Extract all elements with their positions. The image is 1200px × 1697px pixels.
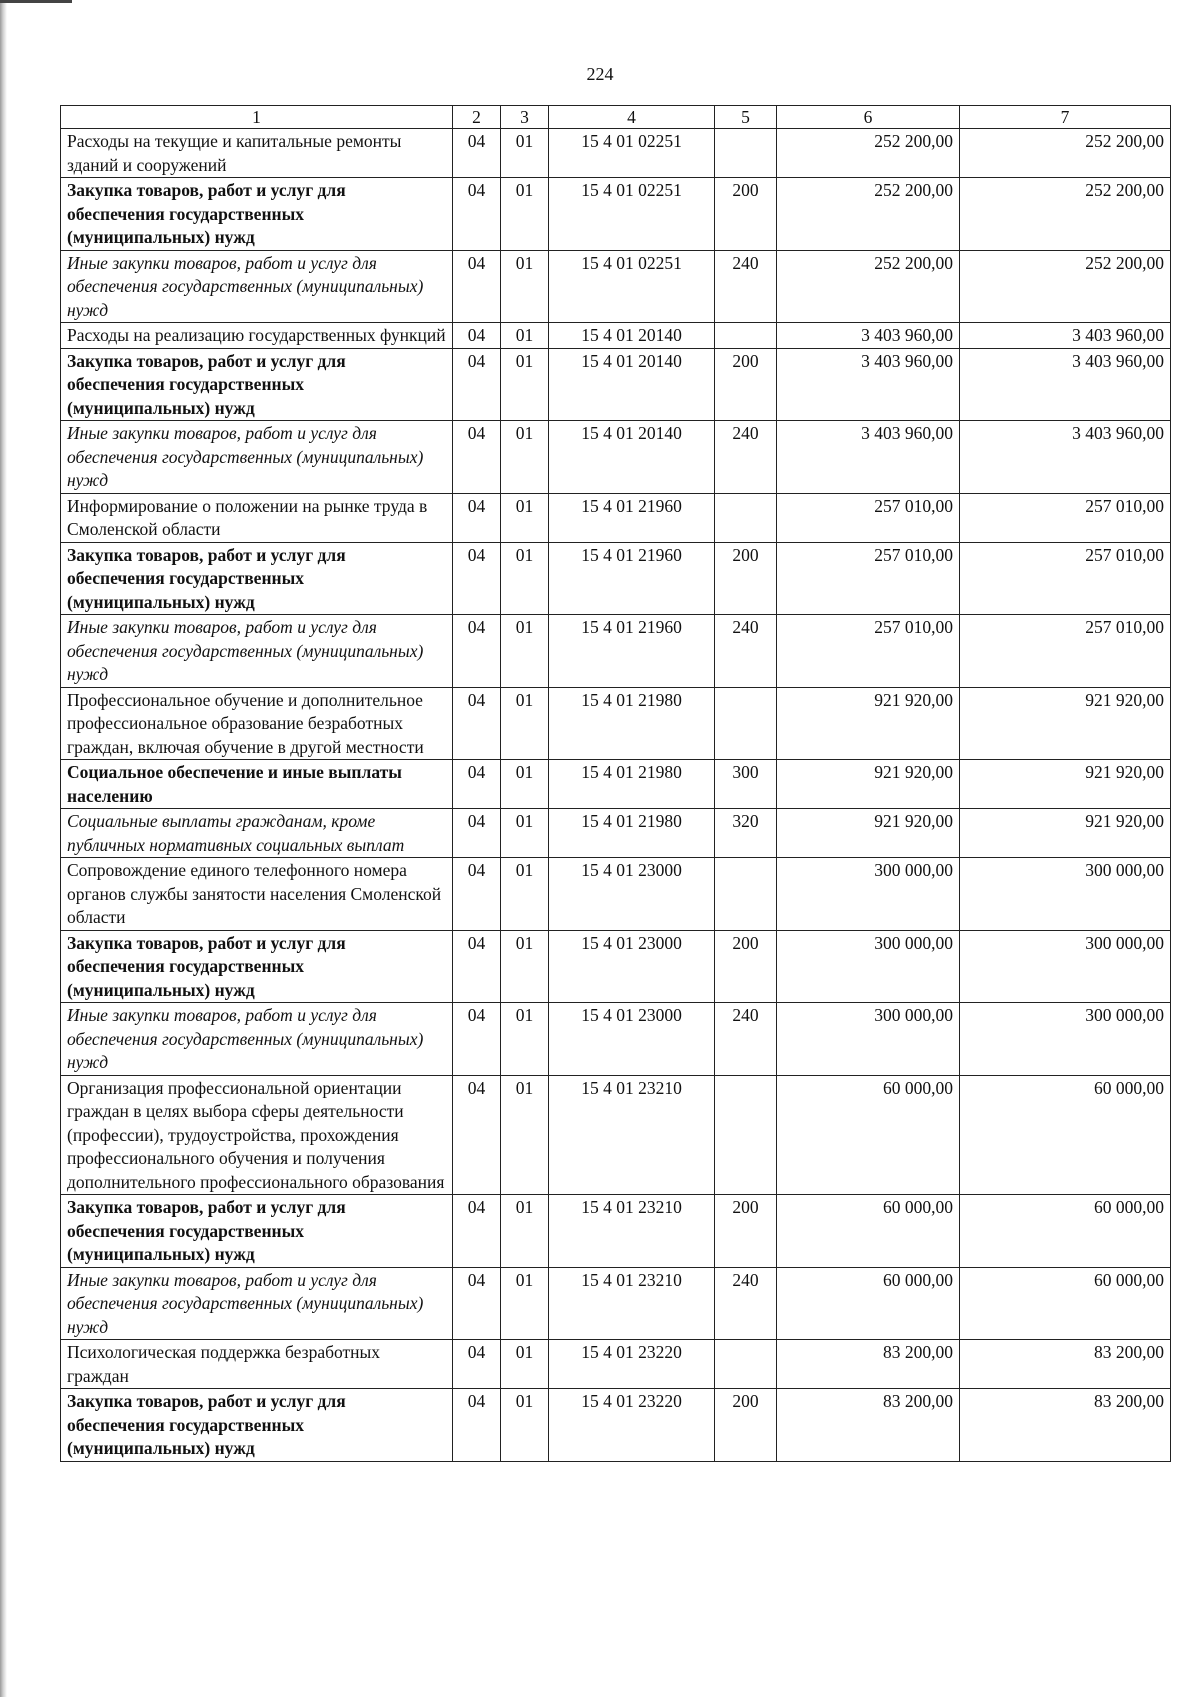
amount-cell-col7: 3 403 960,00 bbox=[960, 348, 1171, 421]
expense-type-cell: 240 bbox=[715, 250, 777, 323]
subsection-cell: 01 bbox=[501, 323, 549, 349]
subsection-cell: 01 bbox=[501, 1075, 549, 1195]
table-row bbox=[61, 129, 1171, 178]
target-article-cell: 15 4 01 21980 bbox=[549, 760, 715, 809]
expense-type-cell: 240 bbox=[715, 421, 777, 494]
subsection-cell: 01 bbox=[501, 421, 549, 494]
section-cell: 04 bbox=[453, 930, 501, 1003]
expense-type-cell: 240 bbox=[715, 1003, 777, 1076]
amount-cell-col7: 83 200,00 bbox=[960, 1389, 1171, 1462]
amount-cell-col6: 300 000,00 bbox=[777, 1003, 960, 1076]
row-name-cell: Иные закупки товаров, работ и услуг для обеспечения государственных (муниципальных) нужд bbox=[61, 615, 453, 688]
section-cell: 04 bbox=[453, 760, 501, 809]
amount-cell-col6: 921 920,00 bbox=[777, 760, 960, 809]
row-name-cell: Информирование о положении на рынке труда в Смоленской области bbox=[61, 493, 453, 542]
subsection-cell: 01 bbox=[501, 1003, 549, 1076]
expense-type-cell: 200 bbox=[715, 1389, 777, 1462]
amount-cell-col7: 60 000,00 bbox=[960, 1075, 1171, 1195]
amount-cell-col7: 60 000,00 bbox=[960, 1267, 1171, 1340]
table-row bbox=[61, 542, 1171, 615]
row-name-cell: Иные закупки товаров, работ и услуг для обеспечения государственных (муниципальных) нужд bbox=[61, 250, 453, 323]
section-cell: 04 bbox=[453, 1340, 501, 1389]
expense-type-cell bbox=[715, 1340, 777, 1389]
row-name-cell: Иные закупки товаров, работ и услуг для обеспечения государственных (муниципальных) нужд bbox=[61, 1003, 453, 1076]
row-name-cell: Психологическая поддержка безработных граждан bbox=[61, 1340, 453, 1389]
row-name-cell: Организация профессиональной ориентации граждан в целях выбора сферы деятельности (профессии), трудоустройства, прохождения профессионального обучения и получения дополнительного профессионального образования bbox=[61, 1075, 453, 1195]
amount-cell-col7: 921 920,00 bbox=[960, 687, 1171, 760]
row-name-cell: Закупка товаров, работ и услуг для обеспечения государственных (муниципальных) нужд bbox=[61, 178, 453, 251]
amount-cell-col7: 257 010,00 bbox=[960, 615, 1171, 688]
amount-cell-col6: 257 010,00 bbox=[777, 615, 960, 688]
section-cell: 04 bbox=[453, 323, 501, 349]
table-row bbox=[61, 760, 1171, 809]
subsection-cell: 01 bbox=[501, 129, 549, 178]
amount-cell-col7: 300 000,00 bbox=[960, 1003, 1171, 1076]
section-cell: 04 bbox=[453, 493, 501, 542]
target-article-cell: 15 4 01 23210 bbox=[549, 1267, 715, 1340]
table-row bbox=[61, 1003, 1171, 1076]
amount-cell-col7: 3 403 960,00 bbox=[960, 421, 1171, 494]
budget-table bbox=[60, 105, 1171, 1462]
scan-top-mark bbox=[0, 0, 72, 3]
column-header: 3 bbox=[501, 106, 549, 129]
expense-type-cell: 240 bbox=[715, 615, 777, 688]
amount-cell-col6: 83 200,00 bbox=[777, 1389, 960, 1462]
row-name-cell: Профессиональное обучение и дополнительное профессиональное образование безработных граждан, включая обучение в другой местности bbox=[61, 687, 453, 760]
amount-cell-col7: 60 000,00 bbox=[960, 1195, 1171, 1268]
subsection-cell: 01 bbox=[501, 1340, 549, 1389]
subsection-cell: 01 bbox=[501, 542, 549, 615]
section-cell: 04 bbox=[453, 178, 501, 251]
amount-cell-col6: 60 000,00 bbox=[777, 1267, 960, 1340]
subsection-cell: 01 bbox=[501, 809, 549, 858]
target-article-cell: 15 4 01 23220 bbox=[549, 1389, 715, 1462]
table-row bbox=[61, 250, 1171, 323]
column-header: 2 bbox=[453, 106, 501, 129]
subsection-cell: 01 bbox=[501, 348, 549, 421]
target-article-cell: 15 4 01 02251 bbox=[549, 129, 715, 178]
subsection-cell: 01 bbox=[501, 858, 549, 931]
row-name-cell: Социальные выплаты гражданам, кроме публичных нормативных социальных выплат bbox=[61, 809, 453, 858]
subsection-cell: 01 bbox=[501, 687, 549, 760]
expense-type-cell: 200 bbox=[715, 178, 777, 251]
expense-type-cell: 200 bbox=[715, 348, 777, 421]
amount-cell-col6: 257 010,00 bbox=[777, 542, 960, 615]
section-cell: 04 bbox=[453, 129, 501, 178]
target-article-cell: 15 4 01 23000 bbox=[549, 858, 715, 931]
target-article-cell: 15 4 01 23210 bbox=[549, 1195, 715, 1268]
amount-cell-col7: 252 200,00 bbox=[960, 250, 1171, 323]
section-cell: 04 bbox=[453, 421, 501, 494]
row-name-cell: Закупка товаров, работ и услуг для обеспечения государственных (муниципальных) нужд bbox=[61, 1195, 453, 1268]
expense-type-cell bbox=[715, 129, 777, 178]
amount-cell-col7: 3 403 960,00 bbox=[960, 323, 1171, 349]
section-cell: 04 bbox=[453, 809, 501, 858]
section-cell: 04 bbox=[453, 615, 501, 688]
table-row bbox=[61, 858, 1171, 931]
table-row bbox=[61, 687, 1171, 760]
amount-cell-col6: 252 200,00 bbox=[777, 129, 960, 178]
target-article-cell: 15 4 01 02251 bbox=[549, 250, 715, 323]
table-row bbox=[61, 809, 1171, 858]
row-name-cell: Социальное обеспечение и иные выплаты населению bbox=[61, 760, 453, 809]
section-cell: 04 bbox=[453, 1267, 501, 1340]
table-row bbox=[61, 1389, 1171, 1462]
amount-cell-col6: 257 010,00 bbox=[777, 493, 960, 542]
section-cell: 04 bbox=[453, 250, 501, 323]
expense-type-cell: 320 bbox=[715, 809, 777, 858]
expense-type-cell: 200 bbox=[715, 1195, 777, 1268]
section-cell: 04 bbox=[453, 1195, 501, 1268]
table-row bbox=[61, 348, 1171, 421]
table-row bbox=[61, 1340, 1171, 1389]
subsection-cell: 01 bbox=[501, 250, 549, 323]
row-name-cell: Закупка товаров, работ и услуг для обеспечения государственных (муниципальных) нужд bbox=[61, 542, 453, 615]
row-name-cell: Расходы на реализацию государственных функций bbox=[61, 323, 453, 349]
target-article-cell: 15 4 01 20140 bbox=[549, 421, 715, 494]
table-row bbox=[61, 1075, 1171, 1195]
section-cell: 04 bbox=[453, 687, 501, 760]
subsection-cell: 01 bbox=[501, 760, 549, 809]
table-row bbox=[61, 323, 1171, 349]
row-name-cell: Расходы на текущие и капитальные ремонты зданий и сооружений bbox=[61, 129, 453, 178]
target-article-cell: 15 4 01 23210 bbox=[549, 1075, 715, 1195]
target-article-cell: 15 4 01 23000 bbox=[549, 1003, 715, 1076]
expense-type-cell bbox=[715, 323, 777, 349]
amount-cell-col6: 60 000,00 bbox=[777, 1075, 960, 1195]
table-row bbox=[61, 1267, 1171, 1340]
table-body bbox=[61, 129, 1171, 1462]
target-article-cell: 15 4 01 23000 bbox=[549, 930, 715, 1003]
expense-type-cell: 240 bbox=[715, 1267, 777, 1340]
page-number: 224 bbox=[586, 64, 614, 84]
amount-cell-col7: 257 010,00 bbox=[960, 493, 1171, 542]
amount-cell-col6: 3 403 960,00 bbox=[777, 421, 960, 494]
subsection-cell: 01 bbox=[501, 493, 549, 542]
column-header: 5 bbox=[715, 106, 777, 129]
subsection-cell: 01 bbox=[501, 1195, 549, 1268]
target-article-cell: 15 4 01 21960 bbox=[549, 542, 715, 615]
subsection-cell: 01 bbox=[501, 930, 549, 1003]
column-header: 1 bbox=[61, 106, 453, 129]
amount-cell-col7: 921 920,00 bbox=[960, 760, 1171, 809]
amount-cell-col7: 83 200,00 bbox=[960, 1340, 1171, 1389]
subsection-cell: 01 bbox=[501, 178, 549, 251]
row-name-cell: Иные закупки товаров, работ и услуг для обеспечения государственных (муниципальных) нужд bbox=[61, 1267, 453, 1340]
table-row bbox=[61, 1195, 1171, 1268]
section-cell: 04 bbox=[453, 1389, 501, 1462]
section-cell: 04 bbox=[453, 348, 501, 421]
target-article-cell: 15 4 01 20140 bbox=[549, 348, 715, 421]
expense-type-cell bbox=[715, 687, 777, 760]
amount-cell-col7: 921 920,00 bbox=[960, 809, 1171, 858]
amount-cell-col6: 921 920,00 bbox=[777, 809, 960, 858]
expense-type-cell: 200 bbox=[715, 930, 777, 1003]
amount-cell-col6: 3 403 960,00 bbox=[777, 323, 960, 349]
column-header: 6 bbox=[777, 106, 960, 129]
target-article-cell: 15 4 01 21980 bbox=[549, 809, 715, 858]
amount-cell-col7: 300 000,00 bbox=[960, 930, 1171, 1003]
row-name-cell: Сопровождение единого телефонного номера органов службы занятости населения Смоленской области bbox=[61, 858, 453, 931]
subsection-cell: 01 bbox=[501, 1389, 549, 1462]
table-row bbox=[61, 930, 1171, 1003]
amount-cell-col6: 300 000,00 bbox=[777, 858, 960, 931]
amount-cell-col6: 252 200,00 bbox=[777, 178, 960, 251]
expense-type-cell bbox=[715, 1075, 777, 1195]
row-name-cell: Иные закупки товаров, работ и услуг для обеспечения государственных (муниципальных) нужд bbox=[61, 421, 453, 494]
amount-cell-col6: 300 000,00 bbox=[777, 930, 960, 1003]
amount-cell-col7: 300 000,00 bbox=[960, 858, 1171, 931]
subsection-cell: 01 bbox=[501, 615, 549, 688]
expense-type-cell bbox=[715, 493, 777, 542]
amount-cell-col6: 83 200,00 bbox=[777, 1340, 960, 1389]
column-header: 7 bbox=[960, 106, 1171, 129]
amount-cell-col6: 252 200,00 bbox=[777, 250, 960, 323]
target-article-cell: 15 4 01 21960 bbox=[549, 493, 715, 542]
table-row bbox=[61, 421, 1171, 494]
row-name-cell: Закупка товаров, работ и услуг для обеспечения государственных (муниципальных) нужд bbox=[61, 348, 453, 421]
target-article-cell: 15 4 01 21980 bbox=[549, 687, 715, 760]
section-cell: 04 bbox=[453, 1075, 501, 1195]
section-cell: 04 bbox=[453, 1003, 501, 1076]
expense-type-cell: 200 bbox=[715, 542, 777, 615]
amount-cell-col7: 252 200,00 bbox=[960, 129, 1171, 178]
row-name-cell: Закупка товаров, работ и услуг для обеспечения государственных (муниципальных) нужд bbox=[61, 1389, 453, 1462]
row-name-cell: Закупка товаров, работ и услуг для обеспечения государственных (муниципальных) нужд bbox=[61, 930, 453, 1003]
target-article-cell: 15 4 01 02251 bbox=[549, 178, 715, 251]
expense-type-cell: 300 bbox=[715, 760, 777, 809]
column-header: 4 bbox=[549, 106, 715, 129]
amount-cell-col6: 60 000,00 bbox=[777, 1195, 960, 1268]
target-article-cell: 15 4 01 21960 bbox=[549, 615, 715, 688]
table-row bbox=[61, 178, 1171, 251]
expense-type-cell bbox=[715, 858, 777, 931]
section-cell: 04 bbox=[453, 858, 501, 931]
table-row bbox=[61, 615, 1171, 688]
amount-cell-col7: 257 010,00 bbox=[960, 542, 1171, 615]
table-row bbox=[61, 493, 1171, 542]
target-article-cell: 15 4 01 20140 bbox=[549, 323, 715, 349]
amount-cell-col6: 3 403 960,00 bbox=[777, 348, 960, 421]
section-cell: 04 bbox=[453, 542, 501, 615]
subsection-cell: 01 bbox=[501, 1267, 549, 1340]
amount-cell-col6: 921 920,00 bbox=[777, 687, 960, 760]
scan-left-edge bbox=[0, 0, 7, 1697]
column-number-row bbox=[61, 106, 1171, 129]
amount-cell-col7: 252 200,00 bbox=[960, 178, 1171, 251]
target-article-cell: 15 4 01 23220 bbox=[549, 1340, 715, 1389]
